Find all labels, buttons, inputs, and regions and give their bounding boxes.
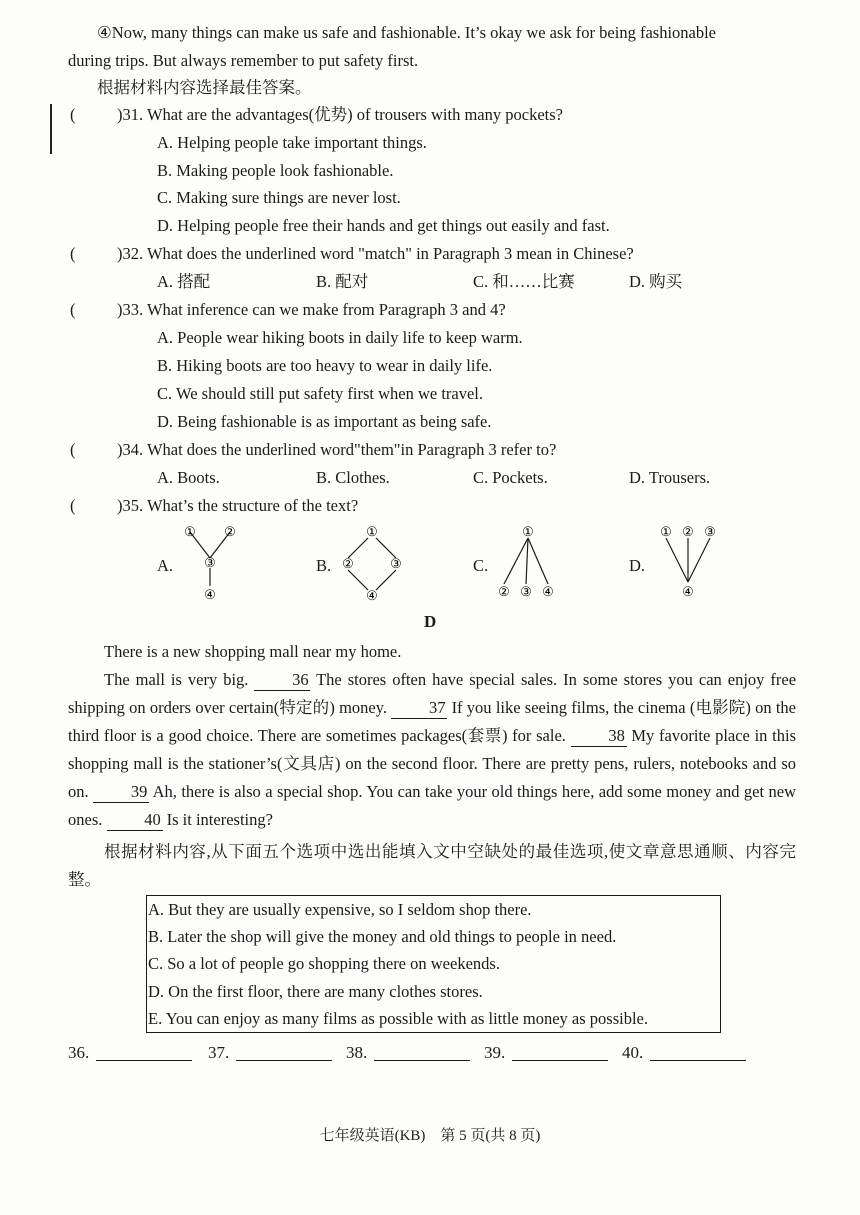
q33-option-d: D. Being fashionable is as important as being safe. [157,412,492,431]
q34-option-d: D. Trousers. [629,468,711,487]
blank-38: 38 [571,726,627,747]
margin-mark [50,104,52,154]
instruction-c: 根据材料内容选择最佳答案。 [97,78,312,97]
q32-option-d: D. 购买 [629,272,683,291]
choice-a: A. But they are usually expensive, so I seldom shop there. [148,900,532,919]
intro-line-2: during trips. But always remember to put safety first. [68,51,419,70]
node-2: ② [224,524,236,539]
q32-option-a: A. 搭配 [157,272,211,291]
q31-option-a: A. Helping people take important things. [157,133,427,152]
blank-36: 36 [254,670,310,691]
question-33: )33. What inference can we make from Paragraph 3 and 4? [117,300,506,319]
choice-e: E. You can enjoy as many films as possible with as little money as possible. [148,1009,648,1028]
q31-option-c: C. Making sure things are never lost. [157,188,401,207]
node-4: ④ [682,584,694,599]
q31-option-b: B. Making people look fashionable. [157,161,394,180]
answer-label-37: 37. [208,1043,230,1062]
choice-c: C. So a lot of people go shopping there on weekends. [148,954,500,973]
node-4: ④ [204,587,216,602]
structure-diagram-a [172,520,242,608]
node-3: ③ [520,584,532,599]
structure-diagram-c [492,520,562,608]
node-1: ① [660,524,672,539]
answer-blank-39[interactable] [512,1060,608,1061]
question-31: )31. What are the advantages(优势) of trousers with many pockets? [117,105,563,124]
q33-option-a: A. People wear hiking boots in daily life to keep warm. [157,328,523,347]
node-4: ④ [542,584,554,599]
node-3: ③ [704,524,716,539]
node-2: ② [498,584,510,599]
q35-option-b-label: B. [316,556,332,575]
structure-diagram-b [336,520,416,608]
q35-option-a-label: A. [157,556,174,575]
question-34: )34. What does the underlined word"them"in Paragraph 3 refer to? [117,440,557,459]
q34-option-c: C. Pockets. [473,468,548,487]
node-1: ① [366,524,378,539]
q33-option-b: B. Hiking boots are too heavy to wear in daily life. [157,356,493,375]
passage-p1: There is a new shopping mall near my home. [104,642,402,661]
q33-option-c: C. We should still put safety first when we travel. [157,384,484,403]
answer-paren-31: ( [70,105,76,124]
node-2: ② [342,556,354,571]
answer-blank-40[interactable] [650,1060,746,1061]
answer-paren-35: ( [70,496,76,515]
passage-p2: The mall is very big. 36 The stores often have special sales. In some stores you can enjoy free shipping on orders over certain(特定的) money. 37 If you like seeing films, the cinema (电影院) on the third floor is a good choice. There are sometimes packages(套票) for sale. 38 My favorite place in this shopping mall is the stationer’s(文具店) on the second floor. There are pretty pens, rulers, notebooks and so on. 39 Ah, there is also a special shop. You can take your old things here, add some money and get new ones. 40 Is it interesting? [68,670,797,829]
answer-label-39: 39. [484,1043,506,1062]
page-footer: 七年级英语(KB) 第 5 页(共 8 页) [319,1128,541,1144]
q34-option-a: A. Boots. [157,468,220,487]
choice-b: B. Later the shop will give the money and old things to people in need. [148,927,617,946]
intro-line-1: ④Now, many things can make us safe and fashionable. It’s okay we ask for being fashionable [97,23,717,42]
answer-paren-34: ( [70,440,76,459]
section-d-heading: D [424,612,437,631]
q35-option-c-label: C. [473,556,489,575]
answer-paren-33: ( [70,300,76,319]
q32-option-b: B. 配对 [316,272,369,291]
answer-label-38: 38. [346,1043,368,1062]
choice-d: D. On the first floor, there are many clothes stores. [148,982,483,1001]
q32-option-c: C. 和……比赛 [473,272,575,291]
node-4: ④ [366,588,378,603]
answer-blank-37[interactable] [236,1060,332,1061]
node-2: ② [682,524,694,539]
node-3: ③ [390,556,402,571]
q31-option-d: D. Helping people free their hands and get things out easily and fast. [157,216,610,235]
blank-40: 40 [107,810,163,831]
answer-label-36: 36. [68,1043,90,1062]
node-3: ③ [204,555,216,570]
answer-blank-38[interactable] [374,1060,470,1061]
question-32: )32. What does the underlined word "match" in Paragraph 3 mean in Chinese? [117,244,634,263]
q35-option-d-label: D. [629,556,646,575]
node-1: ① [522,524,534,539]
q34-option-b: B. Clothes. [316,468,390,487]
answer-blank-36[interactable] [96,1060,192,1061]
blank-37: 37 [391,698,447,719]
node-1: ① [184,524,196,539]
answer-label-40: 40. [622,1043,644,1062]
instruction-d: 根据材料内容,从下面五个选项中选出能填入文中空缺处的最佳选项,使文章意思通顺、内容完整。 [68,842,796,889]
blank-39: 39 [93,782,149,803]
structure-diagram-d [652,520,722,608]
answer-paren-32: ( [70,244,76,263]
question-35: )35. What’s the structure of the text? [117,496,359,515]
